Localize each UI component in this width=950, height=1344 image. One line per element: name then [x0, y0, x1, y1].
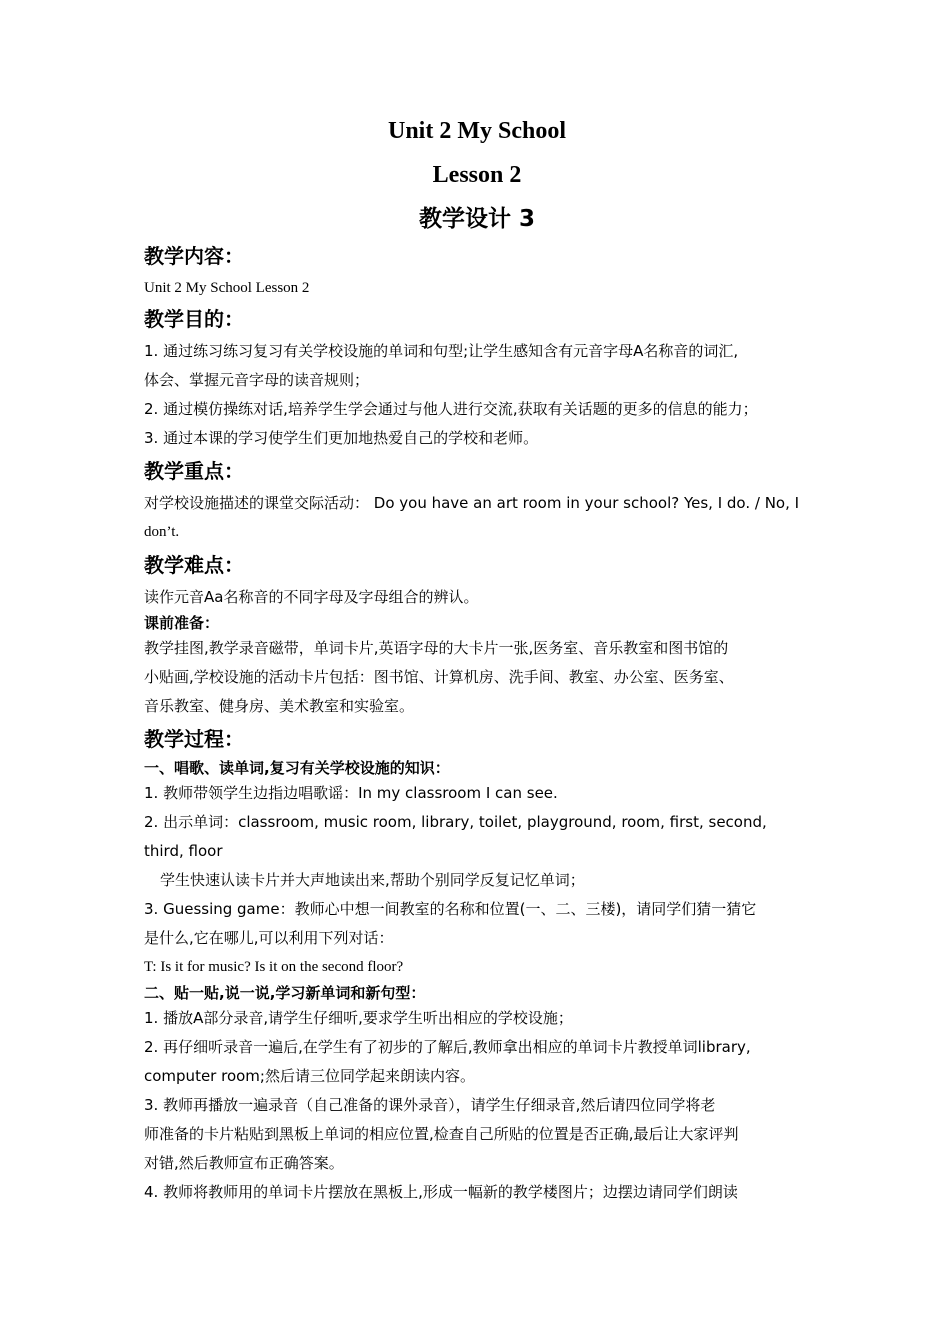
difficulty-heading: 教学难点： — [144, 553, 244, 577]
step1-heading: 一、唱歌、读单词,复习有关学校设施的知识： — [144, 759, 450, 777]
lesson-title: Lesson 2 — [432, 162, 522, 188]
doc-title: Unit 2 My School — [387, 118, 566, 144]
step2-item2-line1: 2. 再仔细听录音一遍后,在学生有了初步的了解后,教师拿出相应的单词卡片教授单词library, — [144, 1038, 751, 1056]
process-heading: 教学过程： — [144, 727, 244, 751]
difficulty-text: 读作元音Aa名称音的不同字母及字母组合的辨认。 — [144, 588, 479, 606]
goals-heading: 教学目的： — [144, 307, 244, 331]
focus-heading: 教学重点： — [144, 459, 244, 483]
prep-line2: 小贴画,学校设施的活动卡片包括：图书馆、计算机房、洗手间、教室、办公室、医务室、 — [144, 668, 734, 686]
step1-item2-line2: 学生快速认读卡片并大声地读出来,帮助个别同学反复记忆单词； — [160, 871, 585, 889]
step2-item4: 4. 教师将教师用的单词卡片摆放在黑板上,形成一幅新的教学楼图片；边摆边请同学们朗读 — [144, 1183, 738, 1201]
step1-item3-line2: 是什么,它在哪儿,可以利用下列对话： — [144, 929, 394, 947]
step2-item3-line2: 师准备的卡片粘贴到黑板上单词的相应位置,检查自己所贴的位置是否正确,最后让大家评判 — [144, 1125, 739, 1143]
step1-dialog: T: Is it for music? Is it on the second floor? — [144, 959, 404, 975]
step2-item2-line2: computer room;然后请三位同学起来朗读内容。 — [144, 1067, 475, 1085]
prep-line3: 音乐教室、健身房、美术教室和实验室。 — [144, 697, 415, 715]
goal-1-line1: 1. 通过练习练习复习有关学校设施的单词和句型;让学生感知含有元音字母A名称音的词汇, — [144, 342, 739, 360]
step2-item3-line3: 对错,然后教师宣布正确答案。 — [144, 1154, 344, 1172]
document-page — [144, 112, 810, 1207]
goal-3: 3. 通过本课的学习使学生们更加地热爱自己的学校和老师。 — [144, 429, 539, 447]
content-text: Unit 2 My School Lesson 2 — [144, 280, 310, 296]
step1-item3-line1: 3. Guessing game：教师心中想一间教室的名称和位置(一、二、三楼)，请同学们猜一猜它 — [144, 900, 757, 918]
goal-1-line2: 体会、掌握元音字母的读音规则； — [144, 371, 370, 389]
step2-item1: 1. 播放A部分录音,请学生仔细听,要求学生听出相应的学校设施； — [144, 1009, 573, 1027]
design-title: 教学设计 3 — [418, 206, 535, 232]
prep-heading: 课前准备： — [144, 614, 220, 632]
step1-item1: 1. 教师带领学生边指边唱歌谣：In my classroom I can see. — [144, 784, 558, 802]
step1-item2-line1: 2. 出示单词：classroom, music room, library, toilet, playground, room, first, second, third, floor — [144, 813, 767, 860]
step2-item3-line1: 3. 教师再播放一遍录音（自己准备的课外录音），请学生仔细录音,然后请四位同学将老 — [144, 1096, 716, 1114]
content-heading: 教学内容： — [144, 244, 244, 268]
goal-2: 2. 通过模仿操练对话,培养学生学会通过与他人进行交流,获取有关话题的更多的信息的能力； — [144, 400, 758, 418]
step2-heading: 二、贴一贴,说一说,学习新单词和新句型： — [144, 984, 426, 1002]
focus-line1: 对学校设施描述的课堂交际活动： Do you have an art room in your school? Yes, I do. / No, I — [144, 494, 800, 512]
focus-line2: don’t. — [144, 524, 180, 540]
prep-line1: 教学挂图,教学录音磁带，单词卡片,英语字母的大卡片一张,医务室、音乐教室和图书馆的 — [144, 639, 729, 657]
